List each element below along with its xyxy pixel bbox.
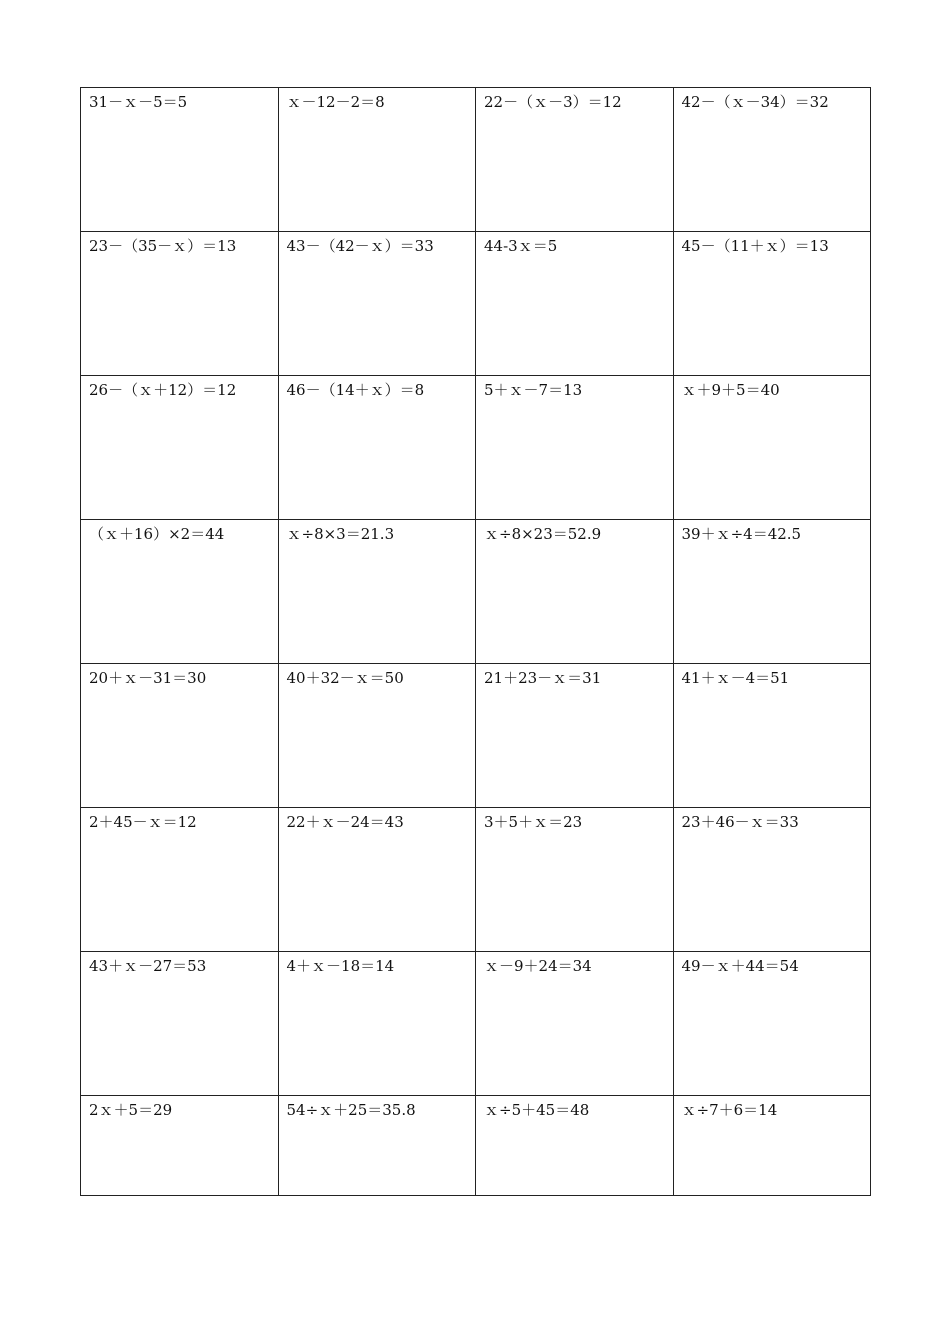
equation-cell: 21＋23－ｘ＝31 [476,664,674,808]
equation-cell: 23－（35－ｘ）＝13 [81,232,279,376]
worksheet-row [81,232,871,376]
equation-cell: ｘ÷8×23＝52.9 [476,520,674,664]
equation-cell: 41＋ｘ－4＝51 [673,664,871,808]
worksheet-row [81,664,871,808]
equation-cell: ｘ÷8×3＝21.3 [278,520,476,664]
equation-cell: ｘ－12－2＝8 [278,88,476,232]
equation-cell: 5＋ｘ－7＝13 [476,376,674,520]
equation-cell: 31－ｘ－5＝5 [81,88,279,232]
equation-cell: 44-3ｘ＝5 [476,232,674,376]
equation-cell: 3＋5＋ｘ＝23 [476,808,674,952]
equation-cell: ｘ÷7＋6＝14 [673,1096,871,1196]
equation-cell: 49－ｘ＋44＝54 [673,952,871,1096]
equation-cell: 22－（ｘ－3）＝12 [476,88,674,232]
equation-cell: 40＋32－ｘ＝50 [278,664,476,808]
equation-cell: 20＋ｘ－31＝30 [81,664,279,808]
worksheet-row [81,376,871,520]
equation-cell: ｘ－9＋24＝34 [476,952,674,1096]
equation-cell: ｘ÷5＋45＝48 [476,1096,674,1196]
equation-cell: 43－（42－ｘ）＝33 [278,232,476,376]
equation-cell: 46－（14＋ｘ）＝8 [278,376,476,520]
equation-cell: ｘ＋9＋5＝40 [673,376,871,520]
equation-cell: （ｘ＋16）×2＝44 [81,520,279,664]
equation-cell: 45－（11＋ｘ）＝13 [673,232,871,376]
equation-cell: 4＋ｘ－18＝14 [278,952,476,1096]
equation-cell: 2ｘ＋5＝29 [81,1096,279,1196]
equation-cell: 26－（ｘ＋12）＝12 [81,376,279,520]
equation-cell: 22＋ｘ－24＝43 [278,808,476,952]
equation-cell: 39＋ｘ÷4＝42.5 [673,520,871,664]
worksheet-row [81,1096,871,1196]
worksheet-row [81,88,871,232]
worksheet-row [81,520,871,664]
worksheet-row [81,808,871,952]
equation-cell: 23＋46－ｘ＝33 [673,808,871,952]
equation-worksheet-table [80,87,871,1196]
worksheet-row [81,952,871,1096]
equation-cell: 2＋45－ｘ＝12 [81,808,279,952]
equation-cell: 54÷ｘ＋25＝35.8 [278,1096,476,1196]
equation-cell: 42－（ｘ－34）＝32 [673,88,871,232]
equation-cell: 43＋ｘ－27＝53 [81,952,279,1096]
